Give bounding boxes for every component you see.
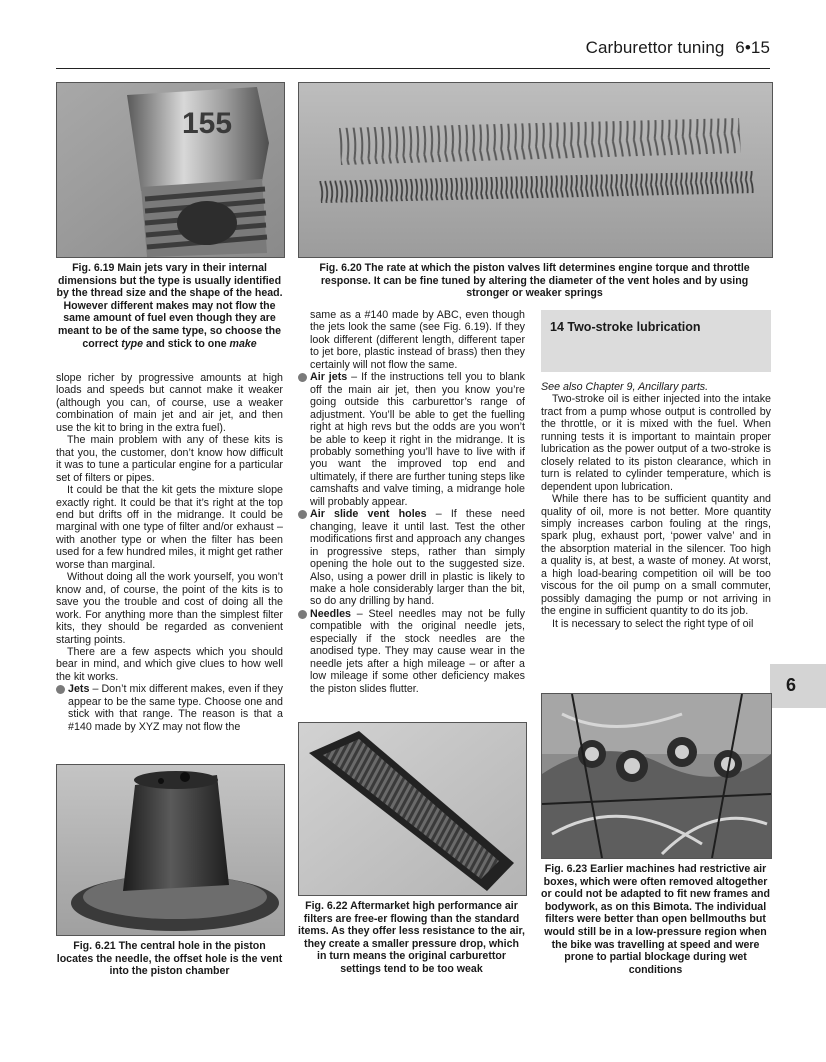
column-3-text xyxy=(541,381,771,630)
fig-6-19-caption: Fig. 6.19 Main jets vary in their internal dimensions but the type is usually identified by the thread size and the shape of the head. However different makes may not flow the same amount of fuel even though they are meant to be of the same type, so choose the correct type and stick to one make xyxy=(56,262,283,350)
fig-6-19-photo xyxy=(56,82,285,258)
fig-6-21-photo xyxy=(56,764,285,936)
bullet-air-jets: Air jets – If the instructions tell you to blank off the main air jet, then you know you’re going outside this carburettor’s range of adjustment. You’ll be able to get the fuelling right at high revs but the odds are you won’t be able to keep it right in the midrange. It is probably something you’ll have to live with if you want the improved top end and ultimately, if there are further tuning steps like camshafts and valve timing, a midrange hole will probably appear. xyxy=(298,371,525,508)
paragraph: slope richer by progressive amounts at high loads and speeds but cannot make it weaker (although you can, of course, use a weaker combination of main jet and air jet, and then use the kit to bring in the extra fuel). xyxy=(56,372,283,434)
bullet-dot xyxy=(298,510,307,519)
paragraph: There are a few aspects which you should bear in mind, and which give clues to how well the kit works. xyxy=(56,645,283,683)
fig-6-22-caption: Fig. 6.22 Aftermarket high performance air filters are free-er flowing than the standard items. As they offer less resistance to the air, they create a smaller pressure drop, which in turn means the original carburettor settings tend to be too weak xyxy=(298,900,525,975)
column-2-text xyxy=(298,309,525,695)
bullet-needles: Needles – Steel needles may not be fully compatible with the original needle jets, especially if the stock needles are the anodised type. They may cause wear in the needle jets after a high mileage – or after a low mileage if some other deficiency makes the piston slides flutter. xyxy=(298,608,525,695)
see-also: See also Chapter 9, Ancillary parts. xyxy=(541,381,709,393)
paragraph: It could be that the kit gets the mixture slope exactly right. It could be that it’s right at the top end but drifts off in the midrange. It could be marginal with one type of filter and/or exhaust – with another type or when the filter has been used for a few hundred miles, it might get rather worse than marginal. xyxy=(56,484,283,571)
bullet-air-slide-vent-holes: Air slide vent holes – If these need changing, leave it until last. Test the other modifications first and approach any changes in progressive steps, rather than simply opening the hole out to the suggested size. Also, using a power drill in plastic is likely to make a hole considerably larger than the bit, so do any drilling by hand. xyxy=(298,508,525,608)
paragraph: It is necessary to select the right type of oil xyxy=(552,617,754,630)
jet-size-stamp: 155 xyxy=(181,107,233,140)
paragraph: While there has to be sufficient quantity and quality of oil, more is not better. More quantity simply increases carbon fouling at the rings, spark plug, exhaust port, ‘power valve’ and in the absorption material in the silencer. Too high a quality is, at best, a waste of money. At worst, a high load-bearing competition oil will be too viscous for the oil pump on a small commuter, possibly damaging the pump or not arriving in the engine in sufficient quantity to do its job. xyxy=(541,493,771,618)
paragraph: same as a #140 made by ABC, even though the jets look the same (see Fig. 6.19). If they look different (different length, different taper to jet bore, plastic instead of brass) then they certainly will not flow the same. xyxy=(310,309,525,371)
bullet-dot xyxy=(298,373,307,382)
paragraph: Two-stroke oil is either injected into the intake tract from a pump whose output is controlled by the throttle, or it is mixed with the fuel. When running tests it is important to maintain proper lubrication as the power output of a two-stroke is closely related to its piston clearance, which in turn is related to cylinder temperature, which is dependent upon lubrication. xyxy=(541,393,771,493)
running-title: Carburettor tuning xyxy=(585,38,725,57)
fig-6-20-photo xyxy=(298,82,773,258)
bullet-dot xyxy=(56,685,65,694)
fig-6-23-photo xyxy=(541,693,772,859)
fig-6-23-caption: Fig. 6.23 Earlier machines had restrictive air boxes, which were often removed altogether or could not be adapted to fit new frames and bodywork, as on this Bimota. The individual filters were better than open bellmouths but would still be in a low-pressure region when the bike was travelling at speed and were prone to partial blockage during wet conditions xyxy=(541,863,770,976)
page-number: 6•15 xyxy=(735,38,770,57)
bullet-dot xyxy=(298,610,307,619)
bullet-jets: Jets – Don’t mix different makes, even if they appear to be the same type. Choose one and stick with that range. The reason is that a #140 made by XYZ may not flow the xyxy=(56,683,283,733)
chapter-tab xyxy=(770,664,826,708)
page-header xyxy=(586,38,770,58)
fig-6-22-photo xyxy=(298,722,527,896)
section-heading-box xyxy=(541,310,771,372)
paragraph: Without doing all the work yourself, you won’t know and, of course, the point of the kits is to save you the trouble and cost of doing all the work. For anything more than the simplest filter kits, they should be regarded as convenient starting points. xyxy=(56,571,283,646)
section-title: 14 Two-stroke lubrication xyxy=(550,320,701,334)
paragraph: The main problem with any of these kits is that you, the customer, don’t know how difficult it was to tune a particular engine for a particular set of filters or pipes. xyxy=(56,434,283,484)
chapter-number: 6 xyxy=(786,675,797,695)
fig-6-21-caption: Fig. 6.21 The central hole in the piston locates the needle, the offset hole is the vent into the piston chamber xyxy=(56,940,283,978)
column-1-text xyxy=(56,372,283,733)
fig-6-20-caption: Fig. 6.20 The rate at which the piston valves lift determines engine torque and throttle response. It can be fine tuned by altering the diameter of the vent holes and by using stronger or weaker springs xyxy=(319,262,750,300)
header-rule xyxy=(56,68,770,69)
